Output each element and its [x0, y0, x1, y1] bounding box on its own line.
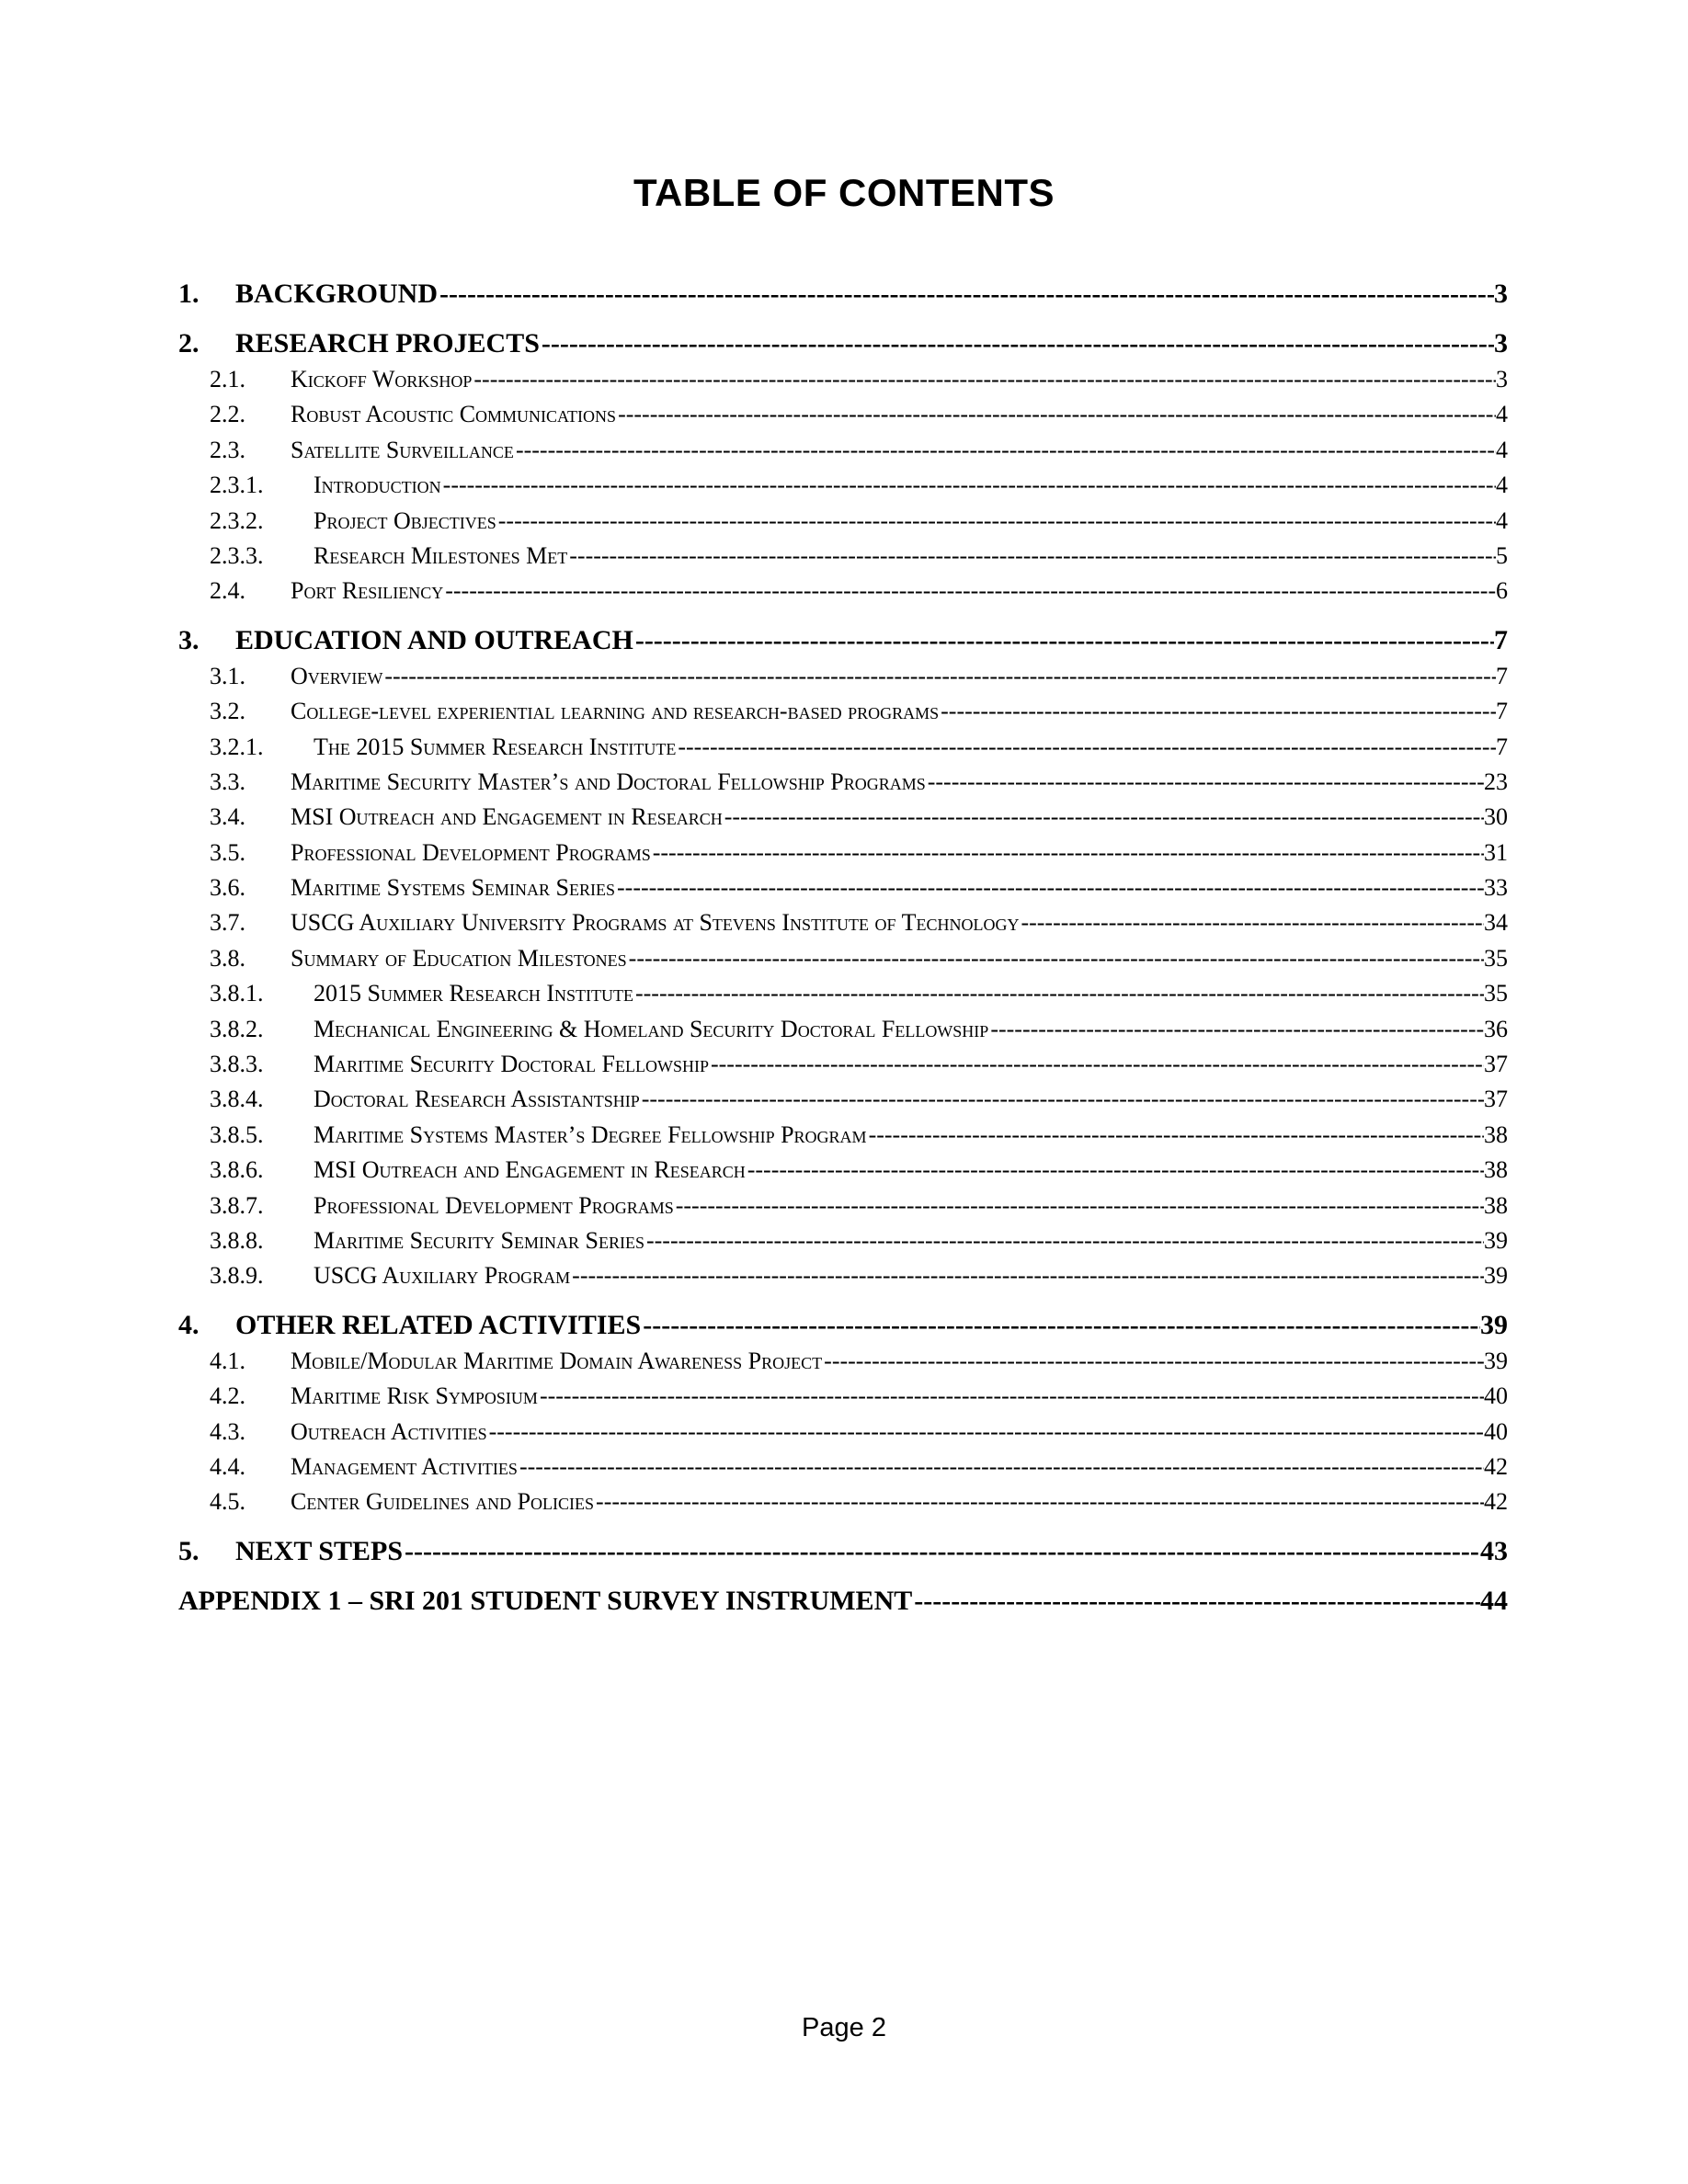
toc-entry-title: Introduction: [314, 472, 441, 499]
toc-entry-number: 3.: [178, 624, 200, 655]
toc-dot-leader: [644, 1223, 1484, 1258]
toc-entry[interactable]: [178, 1082, 1508, 1117]
table-of-contents: [178, 276, 1508, 1620]
toc-dot-leader: [441, 468, 1496, 503]
toc-entry-title: NEXT STEPS: [235, 1535, 404, 1566]
toc-dot-leader: [641, 1307, 1480, 1344]
toc-dot-leader: [674, 1189, 1484, 1223]
toc-dot-leader: [382, 659, 1496, 694]
toc-entry-number: 2.1.: [210, 366, 245, 392]
toc-entry-number: 5.: [178, 1535, 200, 1566]
toc-entry-number: 2.4.: [210, 577, 245, 605]
toc-entry-title: APPENDIX 1 – SRI 201 STUDENT SURVEY INSTRUMENT: [178, 1585, 913, 1616]
toc-entry[interactable]: [178, 1223, 1508, 1258]
toc-entry[interactable]: [178, 1484, 1508, 1519]
toc-entry-title: EDUCATION AND OUTREACH: [235, 624, 633, 655]
toc-entry-number: 3.4.: [210, 803, 245, 831]
toc-entry-number: 3.8.5.: [210, 1120, 264, 1148]
toc-entry-title: Maritime Security Doctoral Fellowship: [314, 1051, 709, 1078]
toc-entry[interactable]: [178, 659, 1508, 694]
toc-entry-number: 3.8.1.: [210, 980, 264, 1007]
toc-entry-number: 3.3.: [210, 768, 245, 795]
toc-entry-page-number: 44: [1480, 1585, 1508, 1616]
toc-entry-number: 3.8.6.: [210, 1156, 264, 1184]
toc-entry-page-number: 33: [1484, 874, 1508, 902]
toc-entry[interactable]: [178, 1415, 1508, 1450]
toc-entry-number: 3.2.: [210, 698, 245, 725]
toc-dot-leader: [472, 362, 1496, 397]
toc-entry-page-number: 4: [1496, 436, 1508, 463]
toc-entry[interactable]: [178, 836, 1508, 870]
toc-entry-page-number: 31: [1484, 838, 1508, 866]
toc-entry[interactable]: [178, 941, 1508, 976]
toc-entry-page-number: 38: [1484, 1156, 1508, 1184]
toc-entry-page-number: 43: [1480, 1535, 1508, 1566]
toc-dot-leader: [567, 539, 1496, 574]
toc-entry-number: 2.3.: [210, 436, 245, 463]
toc-entry-title: Project Objectives: [314, 506, 496, 534]
toc-entry-number: 3.8.2.: [210, 1015, 264, 1042]
toc-entry-number: 4.2.: [210, 1382, 245, 1410]
toc-dot-leader: [443, 574, 1496, 609]
toc-dot-leader: [514, 433, 1496, 468]
toc-entry-title: Doctoral Research Assistantship: [314, 1086, 640, 1113]
toc-entry-title: 2015 Summer Research Institute: [314, 980, 633, 1007]
toc-entry[interactable]: [178, 1379, 1508, 1414]
toc-entry[interactable]: [178, 1189, 1508, 1223]
toc-dot-leader: [540, 325, 1494, 362]
page-title: TABLE OF CONTENTS: [633, 171, 1055, 214]
toc-entry-page-number: 7: [1496, 662, 1508, 689]
toc-entry-page-number: 4: [1496, 472, 1508, 499]
toc-entry[interactable]: [178, 397, 1508, 432]
toc-entry-page-number: 39: [1480, 1309, 1508, 1340]
toc-entry-number: 4.1.: [210, 1347, 245, 1374]
toc-entry[interactable]: [178, 1307, 1508, 1344]
toc-entry[interactable]: [178, 765, 1508, 800]
toc-entry-number: 2.3.1.: [210, 472, 264, 499]
toc-entry-number: 3.2.1.: [210, 733, 264, 760]
toc-entry-title: Port Resiliency: [291, 577, 444, 605]
toc-entry-title: USCG Auxiliary Program: [314, 1262, 571, 1290]
toc-entry-page-number: 35: [1484, 944, 1508, 972]
toc-entry-title: The 2015 Summer Research Institute: [314, 733, 677, 760]
toc-entry-number: 4.: [178, 1309, 200, 1340]
toc-entry[interactable]: [178, 504, 1508, 539]
toc-dot-leader: [676, 730, 1496, 765]
toc-entry-page-number: 5: [1496, 541, 1508, 569]
toc-entry-page-number: 37: [1484, 1086, 1508, 1113]
toc-entry[interactable]: [178, 730, 1508, 765]
toc-dot-leader: [822, 1344, 1484, 1379]
toc-entry-title: Kickoff Workshop: [291, 366, 473, 392]
toc-entry-title: RESEARCH PROJECTS: [235, 328, 540, 358]
toc-entry-number: 4.4.: [210, 1452, 245, 1480]
toc-entry-title: Outreach Activities: [291, 1417, 487, 1445]
toc-entry-title: USCG Auxiliary University Programs at Stevens Institute of Technology: [291, 909, 1020, 937]
toc-entry-number: 3.8.9.: [210, 1262, 264, 1290]
toc-entry-number: 3.8.: [210, 944, 245, 972]
toc-entry[interactable]: [178, 1583, 1508, 1620]
toc-entry-page-number: 39: [1484, 1347, 1508, 1374]
toc-entry-title: Mechanical Engineering & Homeland Security Doctoral Fellowship: [314, 1015, 989, 1042]
toc-entry[interactable]: [178, 1118, 1508, 1153]
toc-dot-leader: [594, 1484, 1484, 1519]
toc-dot-leader: [615, 870, 1484, 905]
toc-entry-number: 3.8.3.: [210, 1051, 264, 1078]
toc-entry-title: Maritime Security Master’s and Doctoral Fellowship Programs: [291, 768, 926, 795]
toc-entry-title: Management Activities: [291, 1452, 518, 1480]
toc-entry-page-number: 40: [1484, 1417, 1508, 1445]
toc-entry[interactable]: [178, 1047, 1508, 1082]
toc-entry-number: 2.2.: [210, 401, 245, 428]
toc-entry-page-number: 39: [1484, 1226, 1508, 1254]
toc-entry-page-number: 7: [1496, 733, 1508, 760]
toc-entry-number: 3.6.: [210, 874, 245, 902]
toc-entry[interactable]: [178, 1012, 1508, 1047]
toc-dot-leader: [640, 1082, 1484, 1117]
toc-entry-number: 3.1.: [210, 662, 245, 689]
toc-dot-leader: [633, 622, 1494, 659]
toc-entry-number: 3.8.4.: [210, 1086, 264, 1113]
toc-entry-page-number: 3: [1496, 366, 1508, 392]
toc-entry-number: 4.3.: [210, 1417, 245, 1445]
toc-dot-leader: [570, 1258, 1484, 1293]
toc-entry-page-number: 7: [1494, 624, 1508, 655]
toc-entry-title: Professional Development Programs: [314, 1191, 674, 1219]
toc-entry-page-number: 4: [1496, 506, 1508, 534]
toc-dot-leader: [1019, 905, 1484, 940]
toc-dot-leader: [616, 397, 1496, 432]
toc-entry-title: Satellite Surveillance: [291, 436, 514, 463]
toc-entry-title: Overview: [291, 662, 383, 689]
toc-entry-title: MSI Outreach and Engagement in Research: [314, 1156, 746, 1184]
toc-entry-page-number: 4: [1496, 401, 1508, 428]
toc-entry-title: Research Milestones Met: [314, 541, 568, 569]
toc-entry-page-number: 38: [1484, 1191, 1508, 1219]
toc-dot-leader: [867, 1118, 1484, 1153]
toc-entry-title: Maritime Systems Master’s Degree Fellowship Program: [314, 1120, 867, 1148]
toc-entry-number: 3.8.7.: [210, 1191, 264, 1219]
toc-entry-page-number: 37: [1484, 1051, 1508, 1078]
toc-dot-leader: [627, 941, 1484, 976]
toc-entry-title: MSI Outreach and Engagement in Research: [291, 803, 723, 831]
toc-entry-title: OTHER RELATED ACTIVITIES: [235, 1309, 642, 1340]
toc-dot-leader: [518, 1450, 1484, 1484]
toc-dot-leader: [912, 1583, 1480, 1620]
toc-dot-leader: [487, 1415, 1484, 1450]
toc-dot-leader: [746, 1153, 1484, 1188]
toc-entry[interactable]: [178, 539, 1508, 574]
toc-entry-title: Mobile/Modular Maritime Domain Awareness Project: [291, 1347, 823, 1374]
toc-entry[interactable]: [178, 574, 1508, 609]
toc-entry[interactable]: [178, 800, 1508, 835]
toc-entry-page-number: 7: [1496, 698, 1508, 725]
toc-dot-leader: [403, 1533, 1480, 1570]
toc-entry-number: 2.3.3.: [210, 541, 264, 569]
toc-dot-leader: [709, 1047, 1484, 1082]
toc-dot-leader: [633, 976, 1484, 1011]
toc-dot-leader: [438, 276, 1494, 313]
toc-entry-title: Robust Acoustic Communications: [291, 401, 617, 428]
toc-entry-number: 2.3.2.: [210, 506, 264, 534]
toc-entry-page-number: 34: [1484, 909, 1508, 937]
toc-entry-title: BACKGROUND: [235, 279, 439, 309]
toc-entry-number: 3.8.8.: [210, 1226, 264, 1254]
toc-entry[interactable]: [178, 1153, 1508, 1188]
toc-entry[interactable]: [178, 905, 1508, 940]
toc-entry-page-number: 42: [1484, 1488, 1508, 1516]
toc-entry[interactable]: [178, 622, 1508, 659]
toc-entry[interactable]: [178, 1450, 1508, 1484]
toc-entry-page-number: 36: [1484, 1015, 1508, 1042]
page-number-footer: Page 2: [802, 2013, 886, 2042]
toc-dot-leader: [988, 1012, 1484, 1047]
toc-entry[interactable]: [178, 1533, 1508, 1570]
toc-entry-title: Professional Development Programs: [291, 838, 651, 866]
toc-entry-number: 4.5.: [210, 1488, 245, 1516]
toc-dot-leader: [496, 504, 1496, 539]
toc-entry[interactable]: [178, 870, 1508, 905]
toc-entry[interactable]: [178, 468, 1508, 503]
toc-dot-leader: [926, 765, 1484, 800]
toc-entry[interactable]: [178, 325, 1508, 362]
toc-entry-title: Maritime Security Seminar Series: [314, 1226, 644, 1254]
toc-entry-page-number: 35: [1484, 980, 1508, 1007]
toc-entry-number: 3.5.: [210, 838, 245, 866]
toc-entry-title: College-level experiential learning and research-based programs: [291, 698, 940, 725]
toc-entry-page-number: 38: [1484, 1120, 1508, 1148]
toc-entry-number: 1.: [178, 279, 200, 309]
toc-entry-page-number: 42: [1484, 1452, 1508, 1480]
toc-entry[interactable]: [178, 433, 1508, 468]
toc-entry-number: 2.: [178, 328, 200, 358]
toc-entry-page-number: 39: [1484, 1262, 1508, 1290]
toc-entry[interactable]: [178, 1344, 1508, 1379]
toc-entry-number: 3.7.: [210, 909, 245, 937]
toc-dot-leader: [939, 694, 1496, 729]
toc-entry[interactable]: [178, 1258, 1508, 1293]
toc-entry[interactable]: [178, 276, 1508, 313]
toc-dot-leader: [651, 836, 1484, 870]
toc-entry-title: Maritime Systems Seminar Series: [291, 874, 616, 902]
toc-entry-title: Center Guidelines and Policies: [291, 1488, 595, 1516]
toc-entry-page-number: 3: [1494, 328, 1508, 358]
toc-entry-page-number: 23: [1484, 768, 1508, 795]
toc-entry-page-number: 40: [1484, 1382, 1508, 1410]
toc-entry[interactable]: [178, 694, 1508, 729]
toc-dot-leader: [538, 1379, 1484, 1414]
toc-dot-leader: [723, 800, 1484, 835]
toc-entry-page-number: 3: [1494, 279, 1508, 309]
toc-entry-page-number: 30: [1484, 803, 1508, 831]
toc-entry[interactable]: [178, 976, 1508, 1011]
toc-entry-page-number: 6: [1496, 577, 1508, 605]
toc-entry[interactable]: [178, 362, 1508, 397]
toc-entry-title: Summary of Education Milestones: [291, 944, 627, 972]
toc-entry-title: Maritime Risk Symposium: [291, 1382, 538, 1410]
